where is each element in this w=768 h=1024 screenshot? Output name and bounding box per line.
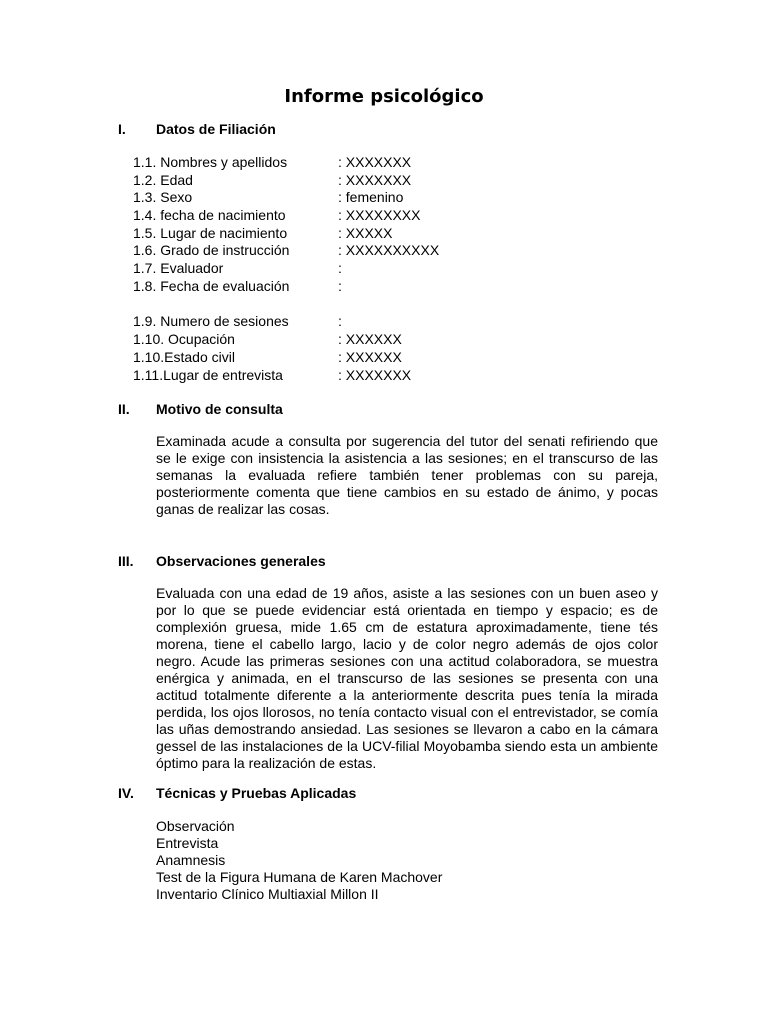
- field-row: [133, 224, 653, 242]
- field-label: 1.7. Evaluador: [133, 260, 224, 276]
- field-row: [133, 171, 653, 189]
- field-row: [133, 277, 653, 295]
- section-number: II.: [118, 401, 130, 417]
- field-label: 1.11.Lugar de entrevista: [133, 367, 283, 383]
- field-label: 1.10. Ocupación: [133, 331, 235, 347]
- field-label: 1.9. Numero de sesiones: [133, 313, 289, 329]
- field-row: [133, 153, 653, 171]
- field-row: [133, 259, 653, 277]
- field-label: 1.8. Fecha de evaluación: [133, 278, 290, 294]
- field-value: :: [338, 278, 342, 294]
- tecnicas-list: [156, 818, 658, 903]
- field-label: 1.2. Edad: [133, 172, 193, 188]
- section-title-datos-filiacion: Datos de Filiación: [156, 121, 276, 137]
- field-value: : XXXXXX: [338, 331, 402, 347]
- document-title: Informe psicológico: [284, 86, 484, 107]
- list-item: Entrevista: [156, 835, 219, 851]
- section-title-motivo-consulta: Motivo de consulta: [156, 401, 283, 417]
- field-value: : XXXXXXXX: [338, 207, 421, 223]
- list-item: Test de la Figura Humana de Karen Machover: [156, 869, 443, 885]
- field-label: 1.3. Sexo: [133, 189, 193, 205]
- field-row: [133, 330, 653, 348]
- section-title-observaciones: Observaciones generales: [156, 553, 326, 569]
- field-value: :: [338, 260, 342, 276]
- field-label: 1.5. Lugar de nacimiento: [133, 225, 288, 241]
- field-value: : XXXXXXX: [338, 367, 412, 383]
- field-value: : XXXXXXXXXX: [338, 242, 440, 258]
- list-item: Anamnesis: [156, 852, 226, 868]
- list-item: Observación: [156, 818, 235, 834]
- field-row: [133, 241, 653, 259]
- field-row: [133, 312, 653, 330]
- observaciones-paragraph: Evaluada con una edad de 19 años, asiste a las sesiones con un buen aseo y por lo que se puede evidenciar está orientada en tiempo y espacio; es de complexión gruesa, mide 1.65 cm de estatura aproximadamente, tiene tés morena, tiene el cabello largo, lacio y de color negro además de ojos color negro. Acude las primeras sesiones con una actitud colaboradora, se muestra enérgica y animada, en el transcurso de las sesiones se presenta con una actitud totalmente diferente a la anteriormente descrita pues tenía la mirada perdida, los ojos llorosos, no tenía contacto visual con el entrevistador, se comía las uñas demostrando ansiedad. Las sesiones se llevaron a cabo en la cámara gessel de las instalaciones de la UCV-filial Moyobamba siendo esta un ambiente óptimo para la realización de estas.: [156, 585, 658, 771]
- motivo-paragraph: Examinada acude a consulta por sugerencia del tutor del senati refiriendo que se le exige con insistencia la asistencia a las sesiones; en el transcurso de las semanas la evaluada refiere también tener problemas con su pareja, posteriormente comenta que tiene cambios en su estado de ánimo, y pocas ganas de realizar las cosas.: [156, 433, 658, 517]
- field-label: 1.1. Nombres y apellidos: [133, 154, 288, 170]
- field-label: 1.6. Grado de instrucción: [133, 242, 290, 258]
- field-row: [133, 366, 653, 384]
- field-value: : XXXXXX: [338, 349, 402, 365]
- field-label: 1.4. fecha de nacimiento: [133, 207, 286, 223]
- field-value: : XXXXX: [338, 225, 393, 241]
- section-title-tecnicas: Técnicas y Pruebas Aplicadas: [156, 785, 357, 801]
- field-value: : XXXXXXX: [338, 154, 412, 170]
- field-label: 1.10.Estado civil: [133, 349, 235, 365]
- list-item: Inventario Clínico Multiaxial Millon II: [156, 886, 379, 902]
- field-row: [133, 348, 653, 366]
- field-row: [133, 188, 653, 206]
- field-value: :: [338, 313, 342, 329]
- section-number: I.: [118, 121, 126, 137]
- field-value: : XXXXXXX: [338, 172, 412, 188]
- field-value: : femenino: [338, 189, 404, 205]
- section-number: III.: [118, 553, 134, 569]
- section-number: IV.: [118, 785, 134, 801]
- field-row: [133, 206, 653, 224]
